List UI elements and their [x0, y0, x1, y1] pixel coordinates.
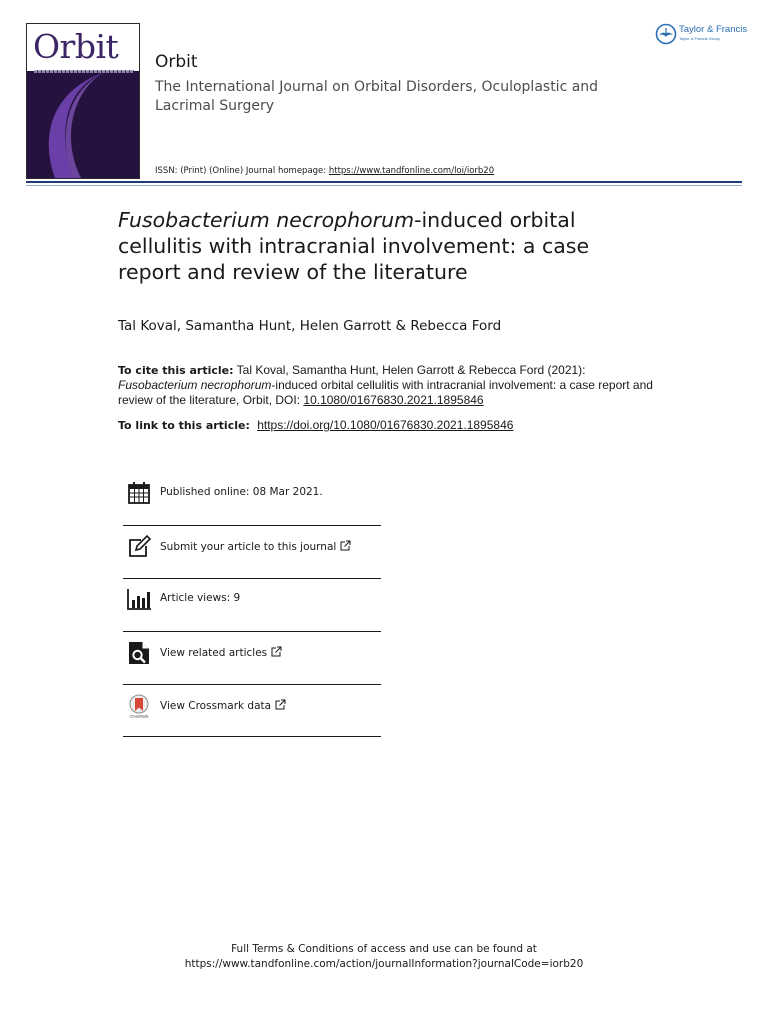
- publisher-logo[interactable]: [655, 23, 748, 45]
- journal-subtitle: The International Journal on Orbital Disorders, Oculoplastic and Lacrimal Surgery: [155, 79, 599, 114]
- crossmark-icon-label: CrossMark: [129, 714, 149, 718]
- published-online-text: Published online: 08 Mar 2021.: [160, 486, 323, 498]
- divider: [123, 684, 381, 685]
- related-articles-text: View related articles: [160, 647, 268, 659]
- publisher-logo-subtext: Taylor & Francis Group: [679, 36, 720, 41]
- crossmark-row[interactable]: [123, 686, 381, 726]
- external-link-icon: [275, 699, 286, 710]
- article-doi-link[interactable]: https://doi.org/10.1080/01676830.2021.1895846: [257, 418, 514, 432]
- article-title: [118, 207, 658, 285]
- cover-tagline: [34, 70, 134, 73]
- header-divider: [26, 181, 742, 183]
- issn-line: [155, 166, 494, 176]
- bar-chart-icon: [127, 587, 151, 611]
- calendar-icon: [127, 481, 151, 505]
- edit-icon: [127, 535, 151, 559]
- cover-title: Orbit: [33, 27, 119, 66]
- header-divider-thin: [26, 185, 742, 186]
- cite-rest: -induced orbital cellulitis with intracranial involvement: a case report and review of the literature, Orbit, DOI:: [118, 378, 653, 407]
- crossmark-icon: [127, 694, 151, 718]
- external-link-icon: [271, 646, 282, 657]
- publisher-logo-text: Taylor & Francis: [679, 24, 748, 35]
- journal-name: Orbit: [155, 52, 198, 72]
- journal-homepage-link[interactable]: https://www.tandfonline.com/loi/iorb20: [328, 166, 495, 176]
- issn-label: ISSN: (Print) (Online) Journal homepage:: [155, 166, 329, 176]
- related-articles-link[interactable]: [160, 646, 282, 659]
- terms-link[interactable]: https://www.tandfonline.com/action/journalInformation?journalCode=iorb20: [184, 958, 584, 970]
- crossmark-text: View Crossmark data: [160, 700, 272, 712]
- terms-footer: [0, 942, 768, 972]
- article-views-text: Article views: 9: [160, 592, 241, 604]
- cite-label: To cite this article:: [118, 364, 234, 377]
- article-link-block: [118, 418, 513, 432]
- article-title-rest: -induced orbital cellulitis with intracranial involvement: a case report and review of the literature: [118, 208, 590, 284]
- crossmark-link[interactable]: [160, 699, 286, 712]
- article-title-italic: Fusobacterium necrophorum: [118, 208, 415, 232]
- search-document-icon: [127, 641, 151, 665]
- publisher-logo-icon: [655, 23, 677, 45]
- external-link-icon: [340, 540, 351, 551]
- cite-authors: Tal Koval, Samantha Hunt, Helen Garrott & Rebecca Ford (2021):: [233, 363, 586, 377]
- citation-block: [118, 363, 658, 408]
- journal-cover-image[interactable]: [26, 23, 140, 179]
- link-label: To link to this article:: [118, 419, 250, 432]
- divider: [123, 631, 381, 632]
- cite-doi-link[interactable]: 10.1080/01676830.2021.1895846: [303, 393, 484, 407]
- article-authors: Tal Koval, Samantha Hunt, Helen Garrott & Rebecca Ford: [118, 318, 502, 334]
- cite-title-italic: Fusobacterium necrophorum: [118, 378, 272, 392]
- divider: [123, 525, 381, 526]
- published-online-row: [123, 473, 381, 513]
- submit-article-text: Submit your article to this journal: [160, 541, 337, 553]
- submit-article-link[interactable]: [160, 540, 351, 553]
- article-views-row: [123, 579, 381, 619]
- terms-line: Full Terms & Conditions of access and use can be found at: [231, 943, 537, 955]
- submit-article-row[interactable]: [123, 527, 381, 567]
- divider: [123, 736, 381, 737]
- related-articles-row[interactable]: [123, 633, 381, 673]
